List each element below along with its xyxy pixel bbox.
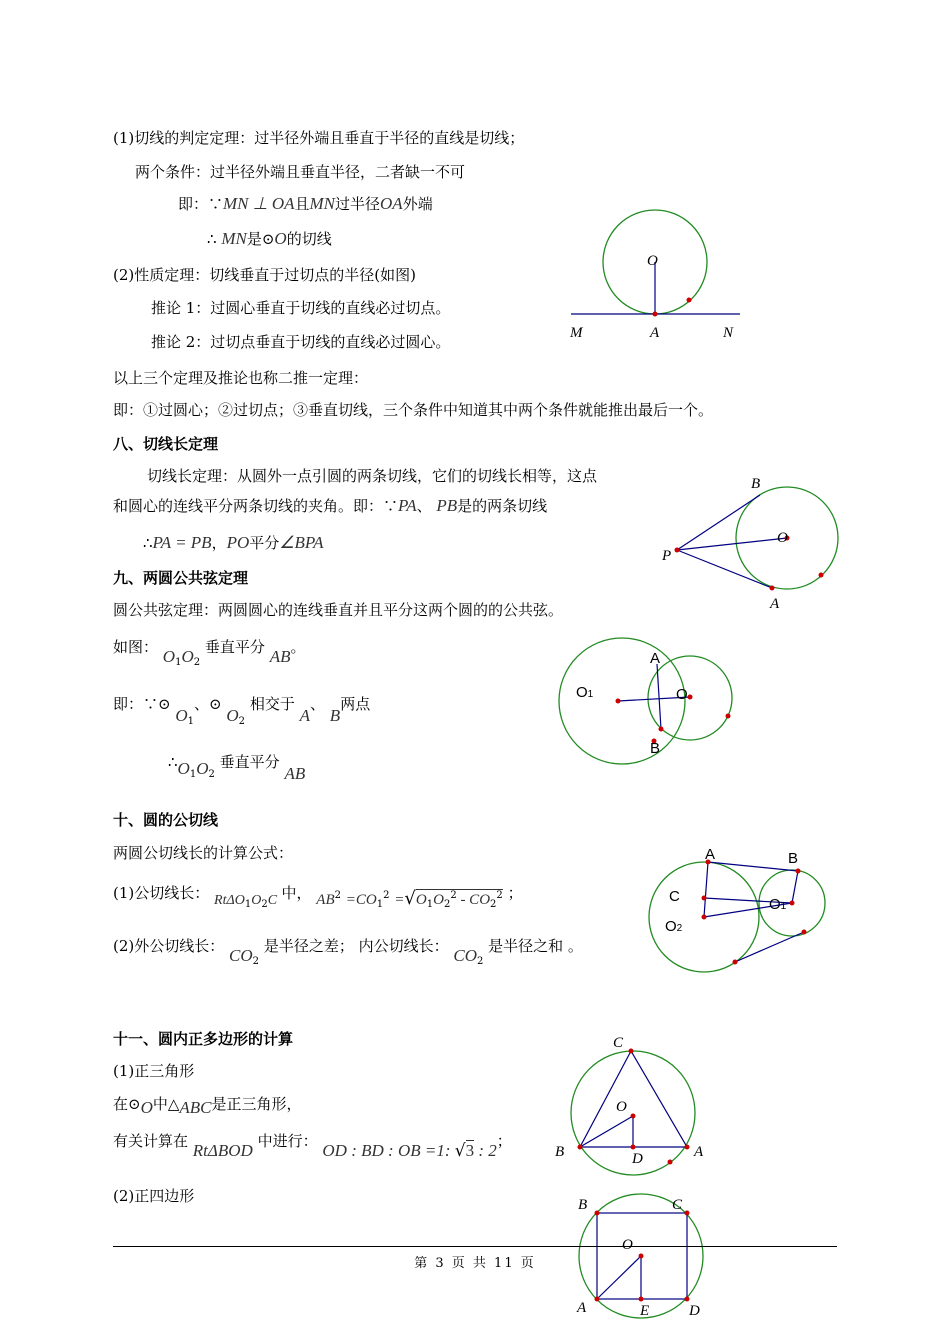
math: ABC (179, 1098, 212, 1117)
text: ∴ (143, 534, 153, 552)
fig-label: C (669, 888, 680, 905)
text: 、⊙ (194, 695, 222, 713)
math: 1 (244, 899, 252, 910)
fig-label: O (777, 530, 788, 546)
fig-label: B (788, 850, 799, 867)
fig-label: C (613, 1035, 624, 1051)
text: 中进行： (257, 1132, 318, 1150)
text: 和圆心的连线平分两条切线的夹角。即：∵ (113, 497, 399, 515)
math: AB (284, 764, 306, 783)
tangent-conditions: 两个条件：过半径外端且垂直半径，二者缺一不可 (135, 163, 466, 181)
math: 1 (175, 657, 182, 668)
math: = (394, 892, 405, 908)
math: PB (436, 496, 458, 515)
fig-label: C (672, 1197, 683, 1213)
text: 是半径之和 。 (488, 937, 583, 955)
math: 2 (261, 899, 268, 910)
footer-rule (113, 1246, 837, 1247)
text: 如图： (113, 638, 159, 656)
math: PO (226, 533, 250, 552)
math: O (162, 647, 176, 666)
math: 1 (376, 899, 384, 910)
math: 2 (238, 716, 246, 727)
math: 2 (193, 657, 201, 668)
fig-label: B (650, 740, 661, 757)
section-heading: 九、两圆公共弦定理 (113, 569, 249, 587)
math: RtΔO (214, 893, 245, 908)
text: 、 (310, 695, 326, 713)
math: O (433, 892, 444, 908)
fig-label: O (769, 896, 781, 913)
text: 的切线 (286, 230, 332, 248)
math: 1 (189, 769, 197, 780)
text: 即：∵ (178, 195, 224, 213)
math: 2 (477, 956, 484, 967)
math: 2 (208, 769, 215, 780)
fig-label: O (676, 686, 688, 703)
math: 2 (383, 890, 390, 901)
text: 相交于 (249, 695, 295, 713)
math: OD : BD : OB =1: (322, 1141, 455, 1160)
ct-line1: 两圆公切线长的计算公式： (113, 844, 294, 862)
fig-label: 1 (587, 689, 594, 700)
math: O (226, 706, 239, 725)
math: 2 (252, 956, 260, 967)
math: PA = PB (152, 533, 212, 552)
math: 3 (465, 1141, 475, 1160)
math: AB (316, 892, 335, 908)
text: 中△ (152, 1095, 180, 1113)
text: 即：∵⊙ (113, 695, 171, 713)
text: 在⊙ (113, 1095, 141, 1113)
fig-label: A (705, 846, 716, 863)
math: O (175, 706, 188, 725)
fig-label: M (570, 325, 583, 341)
fig-label: A (577, 1300, 587, 1316)
math: O (274, 229, 287, 248)
text: ∴ (207, 230, 217, 248)
math: PA (398, 496, 417, 515)
math: MN (309, 194, 336, 213)
math: OA (380, 194, 403, 213)
fig-label: A (650, 325, 660, 341)
tl-line1: 切线长定理：从圆外一点引圆的两条切线，它们的切线长相等，这点 (147, 467, 598, 485)
text: (2)外公切线长： (113, 937, 225, 955)
math: 2 (334, 890, 341, 901)
text: 。 (290, 638, 306, 656)
math: 1 (187, 716, 195, 727)
text: 两点 (340, 695, 371, 713)
text: 平分 (249, 534, 280, 552)
math: O (177, 759, 190, 778)
text: 且 (294, 195, 310, 213)
math: MN (221, 229, 247, 248)
section-heading: 十、圆的公切线 (113, 811, 219, 829)
math: C (267, 893, 278, 908)
text: ∴ (168, 753, 178, 771)
fig-label: O (665, 918, 677, 935)
text: ； (507, 884, 523, 902)
math: MN ⊥ OA (223, 194, 295, 213)
cc-line1: 圆公共弦定理：两圆圆心的连线垂直并且平分这两个圆的的公共弦。 (113, 601, 564, 619)
text: 垂直平分 (204, 638, 265, 656)
math: 2 (450, 890, 457, 901)
fig-label: O (616, 1099, 627, 1115)
fig-label: E (640, 1303, 650, 1319)
fig-label: A (694, 1144, 704, 1160)
text: 外端 (402, 195, 433, 213)
tangent-property: (2)性质定理：切线垂直于过切点的半径(如图) (113, 266, 416, 284)
fig-label: O (647, 253, 658, 269)
poly-line4: (2)正四边形 (113, 1187, 195, 1205)
fig-label: O (576, 684, 588, 701)
tangent-corollary2: 推论 2：过切点垂直于切线的直线必过圆心。 (151, 333, 451, 351)
fig-label: N (723, 325, 734, 341)
math: ∠BPA (279, 533, 324, 552)
math: CO (453, 946, 477, 965)
fig-label: D (632, 1151, 643, 1167)
fig-label: A (770, 596, 780, 612)
section-heading: 十一、圆内正多边形的计算 (113, 1030, 294, 1048)
math: 2 (496, 890, 503, 901)
text: 、 (416, 497, 432, 515)
text: 有关计算在 (113, 1132, 189, 1150)
tangent-summary: 以上三个定理及推论也称二推一定理： (113, 369, 369, 387)
math: CO (229, 946, 253, 965)
text: 过半径 (335, 195, 381, 213)
text: ， (211, 534, 227, 552)
fig-label: B (555, 1144, 565, 1160)
fig-label: B (751, 476, 761, 492)
tangent-summary2: 即：①过圆心；②过切点；③垂直切线，三个条件中知道其中两个条件就能推出最后一个。 (113, 401, 714, 419)
fig-label: 1 (780, 901, 787, 912)
text: ； (496, 1132, 512, 1150)
fig-label: 2 (676, 923, 683, 934)
math: 1 (426, 899, 434, 910)
math: O (251, 893, 262, 908)
math: O (415, 892, 427, 908)
math: =CO (345, 892, 377, 908)
math: 2 (490, 899, 497, 910)
text: 是正三角形， (211, 1095, 302, 1113)
poly-line1: (1)正三角形 (113, 1062, 195, 1080)
text: 是半径之差； 内公切线长： (263, 937, 449, 955)
ct-line2: (1)公切线长： $Rt\Delta O_1O_2C$ 中， $AB^2 =CO_1^2 =√O_1O_2^2 - CO_2^2$ ； (113, 884, 523, 910)
fig-label: B (578, 1197, 588, 1213)
page-footer: 第 3 页 共 11 页 (414, 1256, 536, 1271)
text: (1)公切线长： (113, 884, 210, 902)
fig-label: A (650, 650, 661, 667)
math: - CO (456, 892, 491, 908)
fig-label: O (622, 1237, 633, 1253)
math: AB (269, 647, 291, 666)
text: 是的两条切线 (457, 497, 548, 515)
math: : 2 (474, 1141, 497, 1160)
math: A (299, 706, 310, 725)
math: B (329, 706, 341, 725)
math: O (181, 647, 194, 666)
math: O (140, 1098, 153, 1117)
fig-label: P (662, 548, 672, 564)
text: 垂直平分 (219, 753, 280, 771)
text: 是⊙ (246, 230, 275, 248)
math: RtΔBOD (192, 1141, 253, 1160)
fig-label: D (689, 1303, 700, 1319)
poly-line3: 有关计算在 RtΔBOD 中进行： OD : BD : OB =1: √3 : 2； (113, 1132, 512, 1161)
math: O (196, 759, 209, 778)
tangent-judgment: (1)切线的判定定理：过半径外端且垂直于半径的直线是切线； (113, 129, 525, 147)
tangent-corollary1: 推论 1：过圆心垂直于切线的直线必过切点。 (151, 299, 451, 317)
math: 2 (443, 899, 451, 910)
section-heading: 八、切线长定理 (113, 435, 219, 453)
text: 中， (281, 884, 312, 902)
